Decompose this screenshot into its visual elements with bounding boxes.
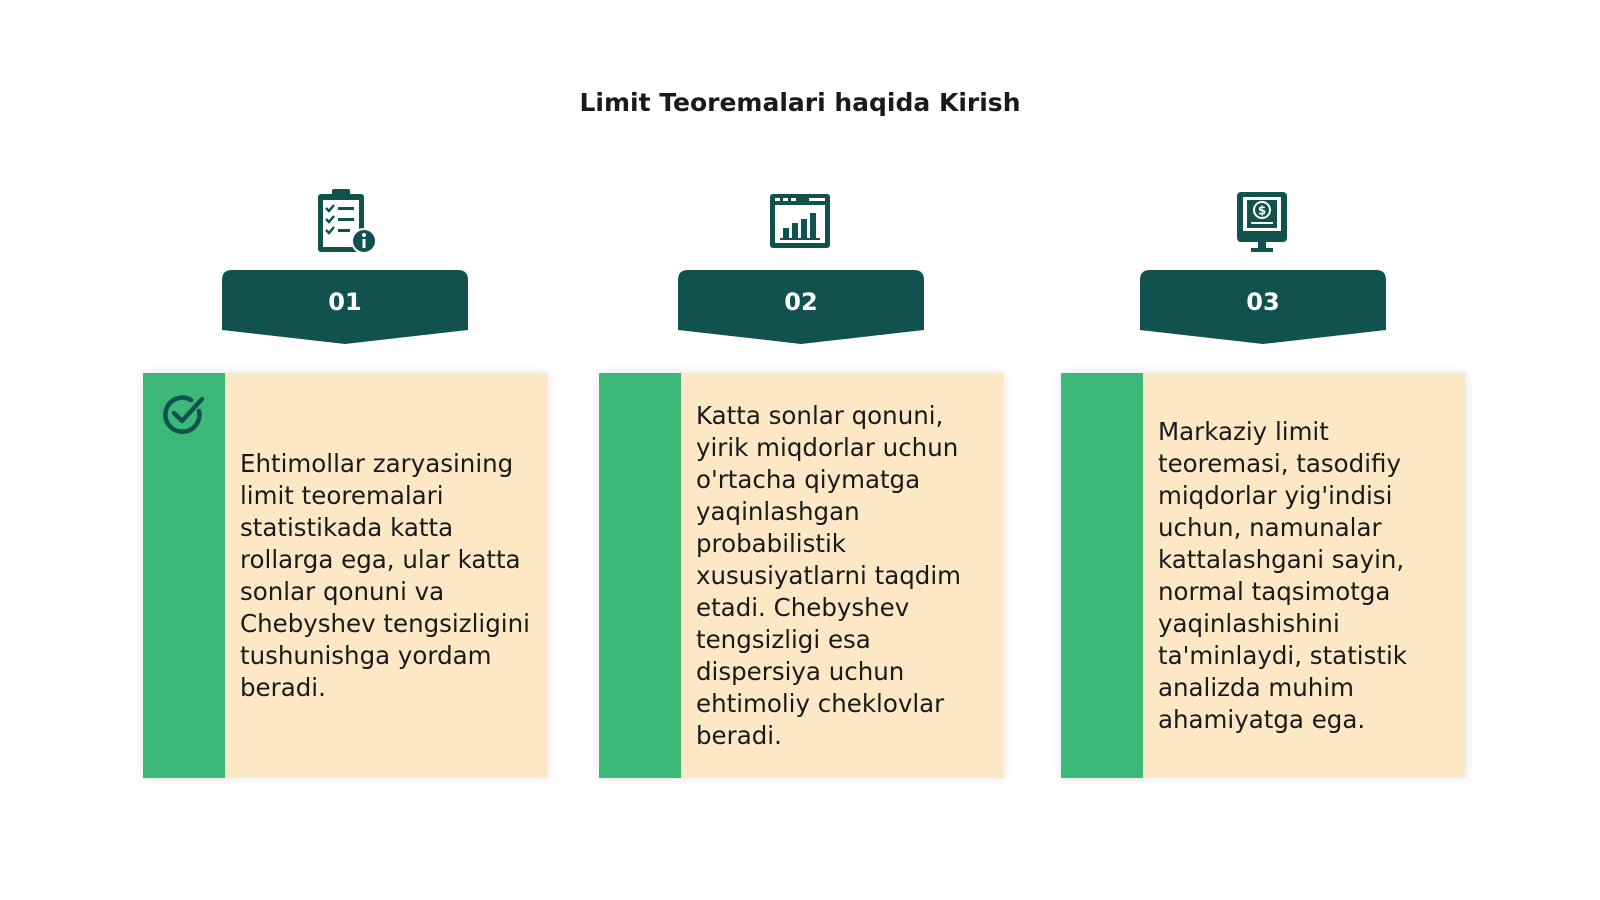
step-text-2: Katta sonlar qonuni, yirik miqdorlar uchun o'rtacha qiymatga yaqinlashgan probabilistik xususiyatlarni taqdim etadi. Chebyshev tengsizligi esa dispersiya uchun ehtimoliy cheklovlar beradi. xyxy=(696,400,961,750)
card-stripe-3 xyxy=(1061,373,1143,778)
step-description-1 xyxy=(240,373,540,778)
clipboard-checklist-info-icon xyxy=(311,186,381,256)
step-column-2 xyxy=(599,0,1019,900)
bar-chart-window-icon xyxy=(765,186,835,256)
step-number-2: 02 xyxy=(784,288,818,316)
step-number-1: 01 xyxy=(328,288,362,316)
step-description-2 xyxy=(696,373,996,778)
page-title: Limit Teoremalari haqida Kirish xyxy=(579,88,1021,117)
step-column-3 xyxy=(1061,0,1481,900)
step-description-3 xyxy=(1158,373,1458,778)
step-card-2 xyxy=(599,373,1004,778)
step-text-3: Markaziy limit teoremasi, tasodifiy miqdorlar yig'indisi uchun, namunalar kattalashgani sayin, normal taqsimotga yaqinlashishini ta'minlaydi, statistik analizda muhim ahamiyatga ega. xyxy=(1158,416,1407,734)
dollar-monitor-icon xyxy=(1227,186,1297,256)
card-stripe-2 xyxy=(599,373,681,778)
step-number-3: 03 xyxy=(1246,288,1280,316)
svg-text:$: $ xyxy=(1257,203,1267,218)
step-card-3 xyxy=(1061,373,1466,778)
step-card-1 xyxy=(143,373,548,778)
check-circle-icon xyxy=(161,391,207,437)
step-column-1 xyxy=(143,0,563,900)
card-stripe-1 xyxy=(143,373,225,778)
step-text-1: Ehtimollar zaryasining limit teoremalari statistikada katta rollarga ega, ular katta sonlar qonuni va Chebyshev tengsizligini tushunishga yordam beradi. xyxy=(240,448,530,702)
